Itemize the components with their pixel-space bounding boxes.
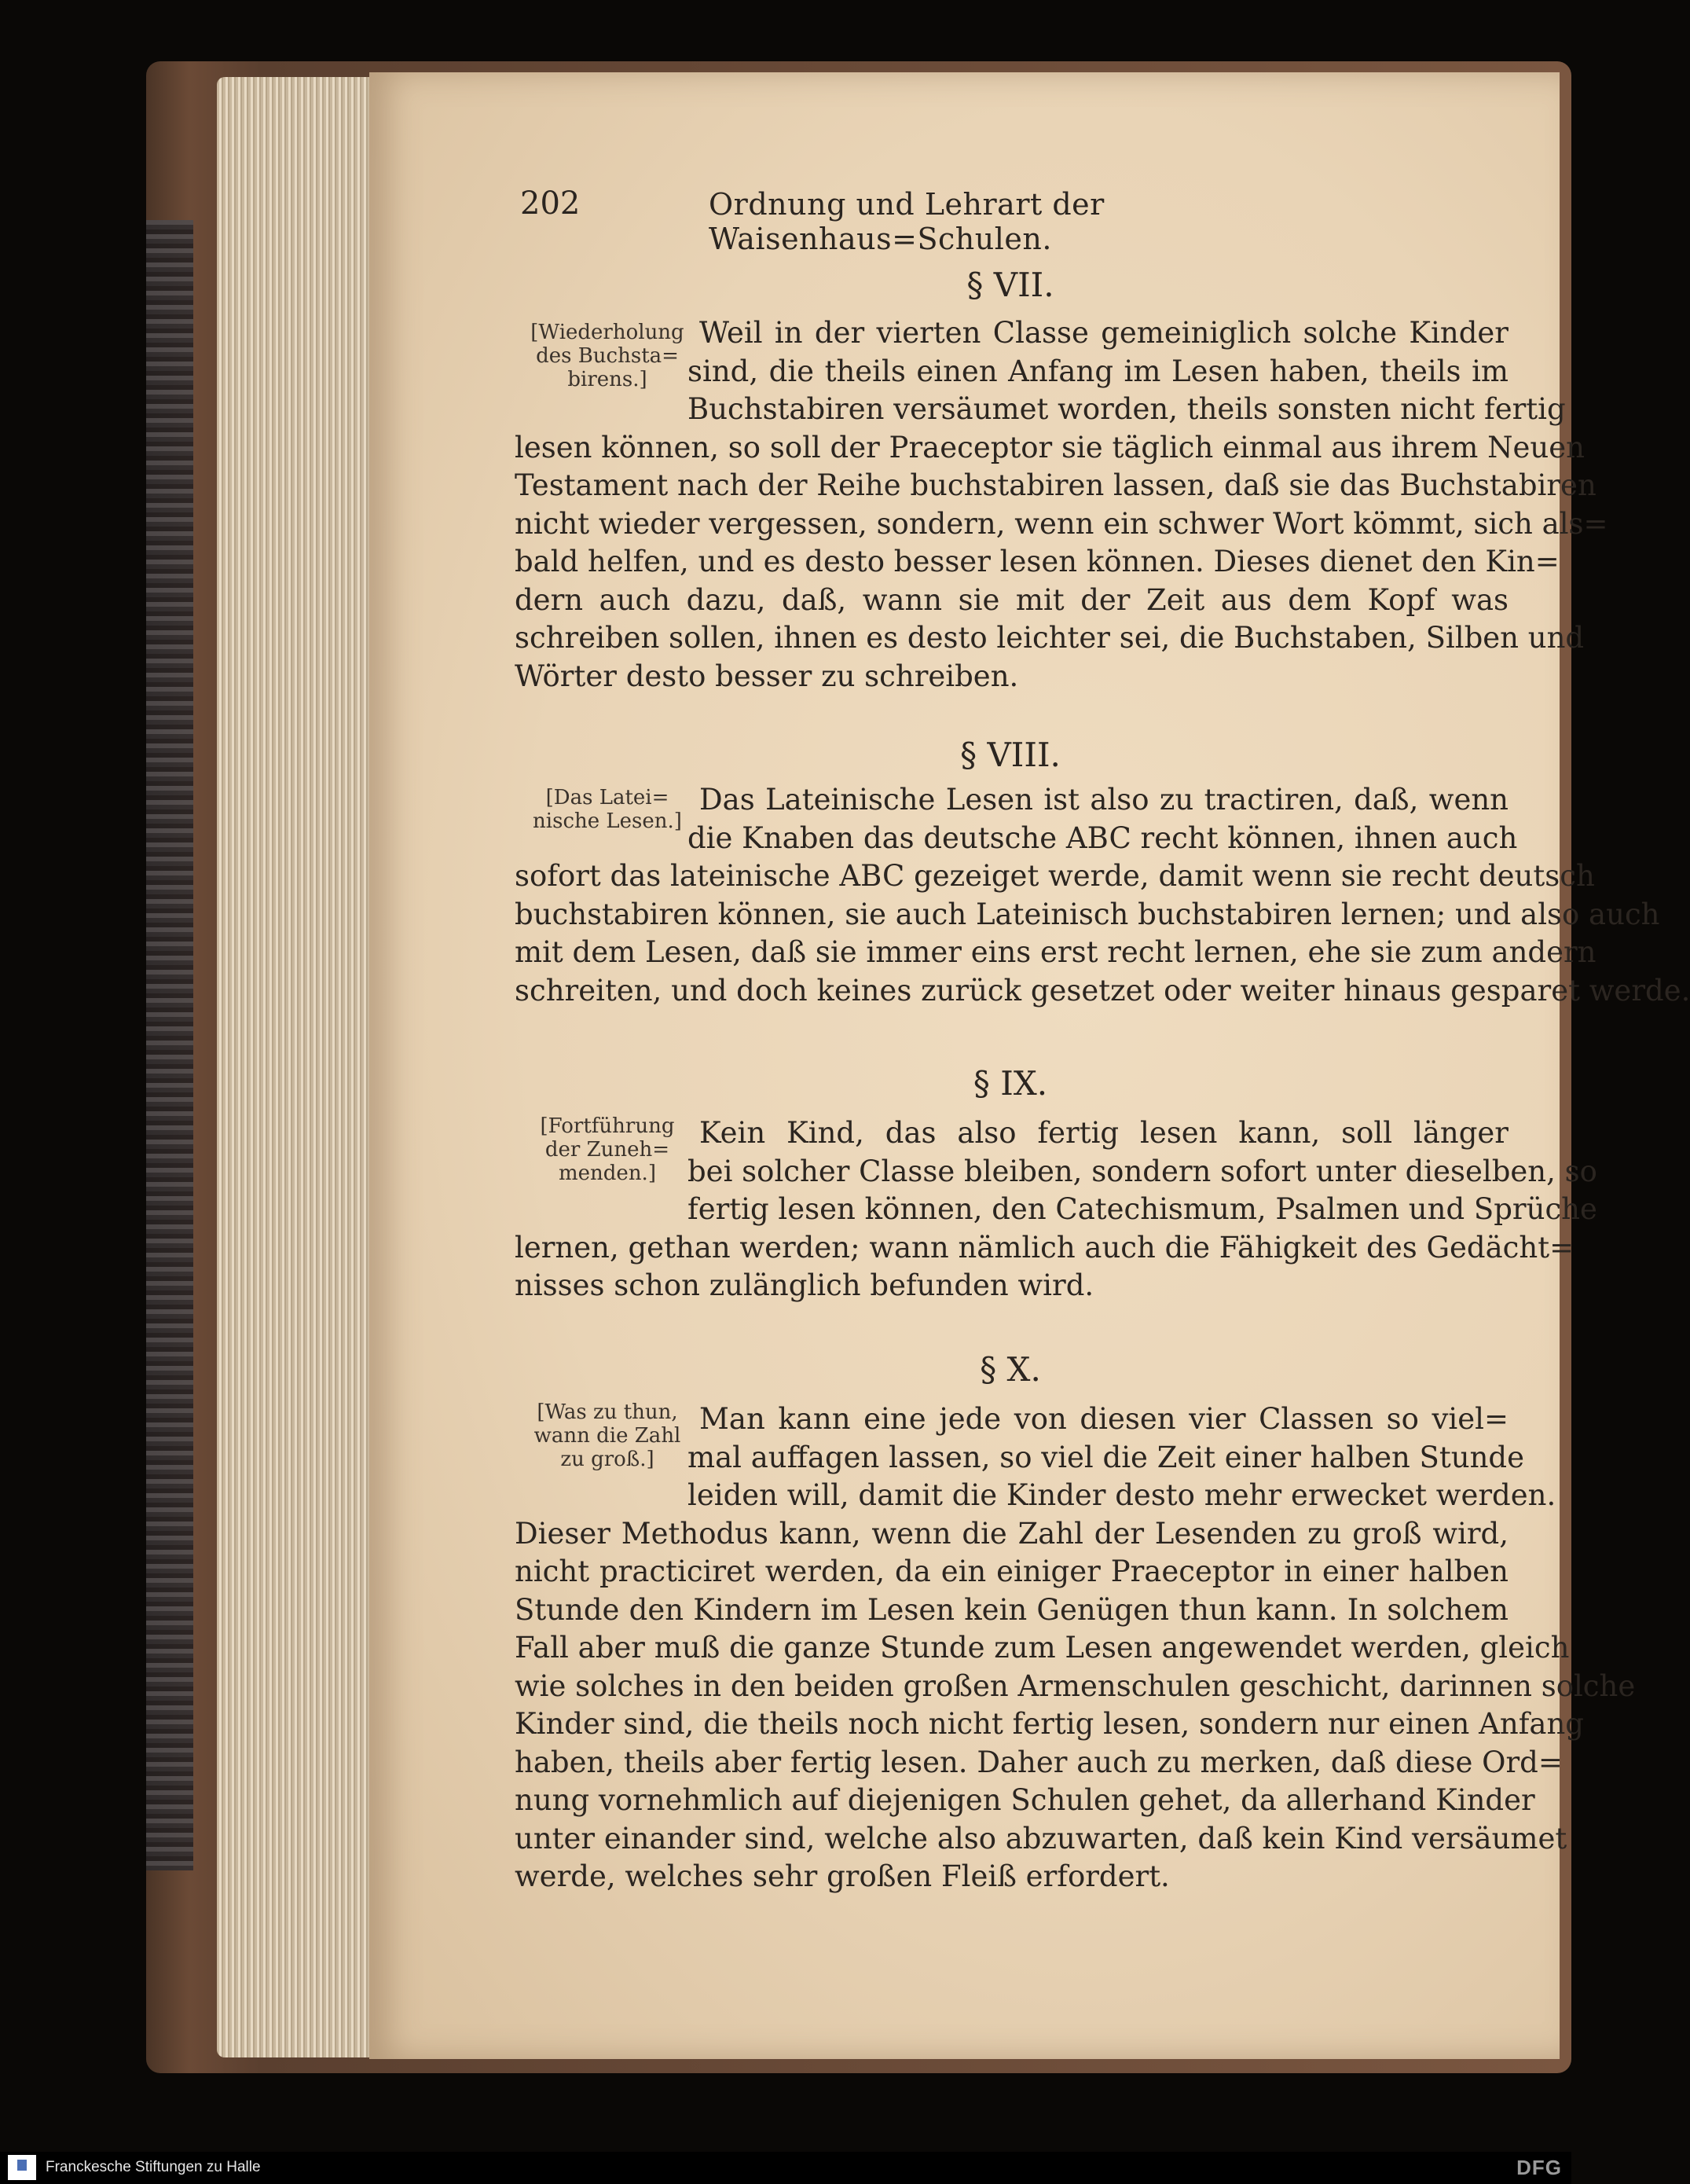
francke-foundation-logo-icon [8, 2155, 36, 2180]
text-line: nicht wieder vergessen, sondern, wenn ein schwer Wort kömmt, sich als= [515, 506, 1608, 541]
text-line: sofort das lateinische ABC gezeiget werde, damit wenn sie recht deutsch [515, 859, 1595, 893]
running-head [520, 185, 1322, 256]
text-line: Dieser Methodus kann, wenn die Zahl der Lesenden zu groß wird, [515, 1516, 1509, 1551]
paragraph-vii [515, 314, 1608, 696]
text-line: wie solches in den beiden großen Armenschulen geschicht, darinnen solche [515, 1668, 1636, 1703]
text-line: leiden will, damit die Kinder desto mehr erwecket werden. [687, 1478, 1556, 1512]
text-line: lesen können, so soll der Praeceptor sie täglich einmal aus ihrem Neuen [515, 430, 1585, 464]
text-line: sind, die theils einen Anfang im Lesen haben, theils im [687, 354, 1509, 388]
text-line: bald helfen, und es desto besser lesen können. Dieses dienet den Kin= [515, 545, 1560, 578]
paragraph-ix [515, 1114, 1597, 1305]
marginal-line: [Das Latei= [545, 786, 669, 809]
text-line: Fall aber muß die ganze Stunde zum Lesen angewendet werden, gleich [515, 1631, 1570, 1665]
text-line: mit dem Lesen, daß sie immer eins erst recht lernen, ehe sie zum andern [515, 935, 1597, 969]
marginal-line: nische Lesen.] [533, 809, 682, 833]
marginal-line: [Fortführung [540, 1114, 675, 1138]
paragraph-x [515, 1400, 1636, 1896]
institution-link[interactable]: Franckesche Stiftungen zu Halle [46, 2159, 261, 2175]
viewer-footer [0, 2152, 1571, 2184]
page-edges [217, 77, 382, 2057]
text-line: Man kann eine jede von diesen vier Classen so viel= [699, 1402, 1509, 1436]
section-heading-x: § X. [980, 1350, 1041, 1389]
text-line: Kein Kind, das also fertig lesen kann, soll länger [699, 1116, 1509, 1150]
marginal-line: birens.] [567, 368, 647, 391]
text-line: Wörter desto besser zu schreiben. [515, 659, 1019, 693]
marginal-line: wann die Zahl [533, 1424, 681, 1448]
text-line: Das Lateinische Lesen ist also zu tractiren, daß, wenn [699, 783, 1509, 817]
section-heading-vii: § VII. [966, 266, 1054, 304]
text-line: nicht practiciret werden, da ein einiger Praeceptor in einer halben [515, 1554, 1509, 1588]
text-line: unter einander sind, welche also abzuwarten, daß kein Kind versäumet [515, 1821, 1567, 1855]
marginal-line: des Buchsta= [536, 344, 679, 368]
marginal-line: [Was zu thun, [537, 1400, 678, 1424]
marginal-line: zu groß.] [560, 1448, 654, 1471]
text-line: die Knaben das deutsche ABC recht können, ihnen auch [687, 820, 1518, 855]
text-line: Kinder sind, die theils noch nicht fertig lesen, sondern nur einen Anfang [515, 1707, 1584, 1741]
text-line: dern auch dazu, daß, wann sie mit der Zeit aus dem Kopf was [515, 582, 1509, 617]
marginal-line: [Wiederholung [530, 321, 684, 344]
marginal-line: der Zuneh= [544, 1138, 670, 1162]
text-line: fertig lesen können, den Catechismum, Psalmen und Sprüche [687, 1192, 1597, 1226]
marbled-edge [146, 220, 193, 1870]
text-line: nung vornehmlich auf diejenigen Schulen gehet, da allerhand Kinder [515, 1783, 1535, 1817]
text-line: Stunde den Kindern im Lesen kein Genügen thun kann. In solchem [515, 1592, 1509, 1627]
dfg-logo: DFG [1516, 2156, 1562, 2179]
text-line: buchstabiren können, sie auch Lateinisch buchstabiren lernen; und also auch [515, 897, 1660, 931]
marginal-line: menden.] [559, 1162, 656, 1185]
text-line: werde, welches sehr großen Fleiß erfordert. [515, 1859, 1170, 1893]
text-line: Buchstabiren versäumet worden, theils sonsten nicht fertig [687, 392, 1566, 426]
text-line: mal auffagen lassen, so viel die Zeit einer halben Stunde [687, 1440, 1525, 1474]
text-line: Weil in der vierten Classe gemeiniglich solche Kinder [699, 316, 1509, 350]
section-heading-viii: § VIII. [960, 736, 1061, 774]
section-heading-ix: § IX. [973, 1064, 1048, 1103]
text-line: haben, theils aber fertig lesen. Daher auch zu merken, daß diese Ord= [515, 1745, 1563, 1779]
text-line: bei solcher Classe bleiben, sondern sofort unter dieselben, so [687, 1154, 1597, 1188]
page-number: 202 [520, 185, 581, 222]
running-head-title: Ordnung und Lehrart der Waisenhaus=Schulen. [709, 187, 1105, 256]
text-line: lernen, gethan werden; wann nämlich auch die Fähigkeit des Gedächt= [515, 1230, 1575, 1265]
text-line: schreiben sollen, ihnen es desto leichter sei, die Buchstaben, Silben und [515, 621, 1585, 655]
text-line: schreiten, und doch keines zurück gesetzet oder weiter hinaus gesparet werde. [515, 973, 1690, 1008]
text-line: Testament nach der Reihe buchstabiren lassen, daß sie das Buchstabiren [515, 468, 1597, 502]
text-line: nisses schon zulänglich befunden wird. [515, 1268, 1094, 1302]
paragraph-viii [515, 781, 1690, 1010]
